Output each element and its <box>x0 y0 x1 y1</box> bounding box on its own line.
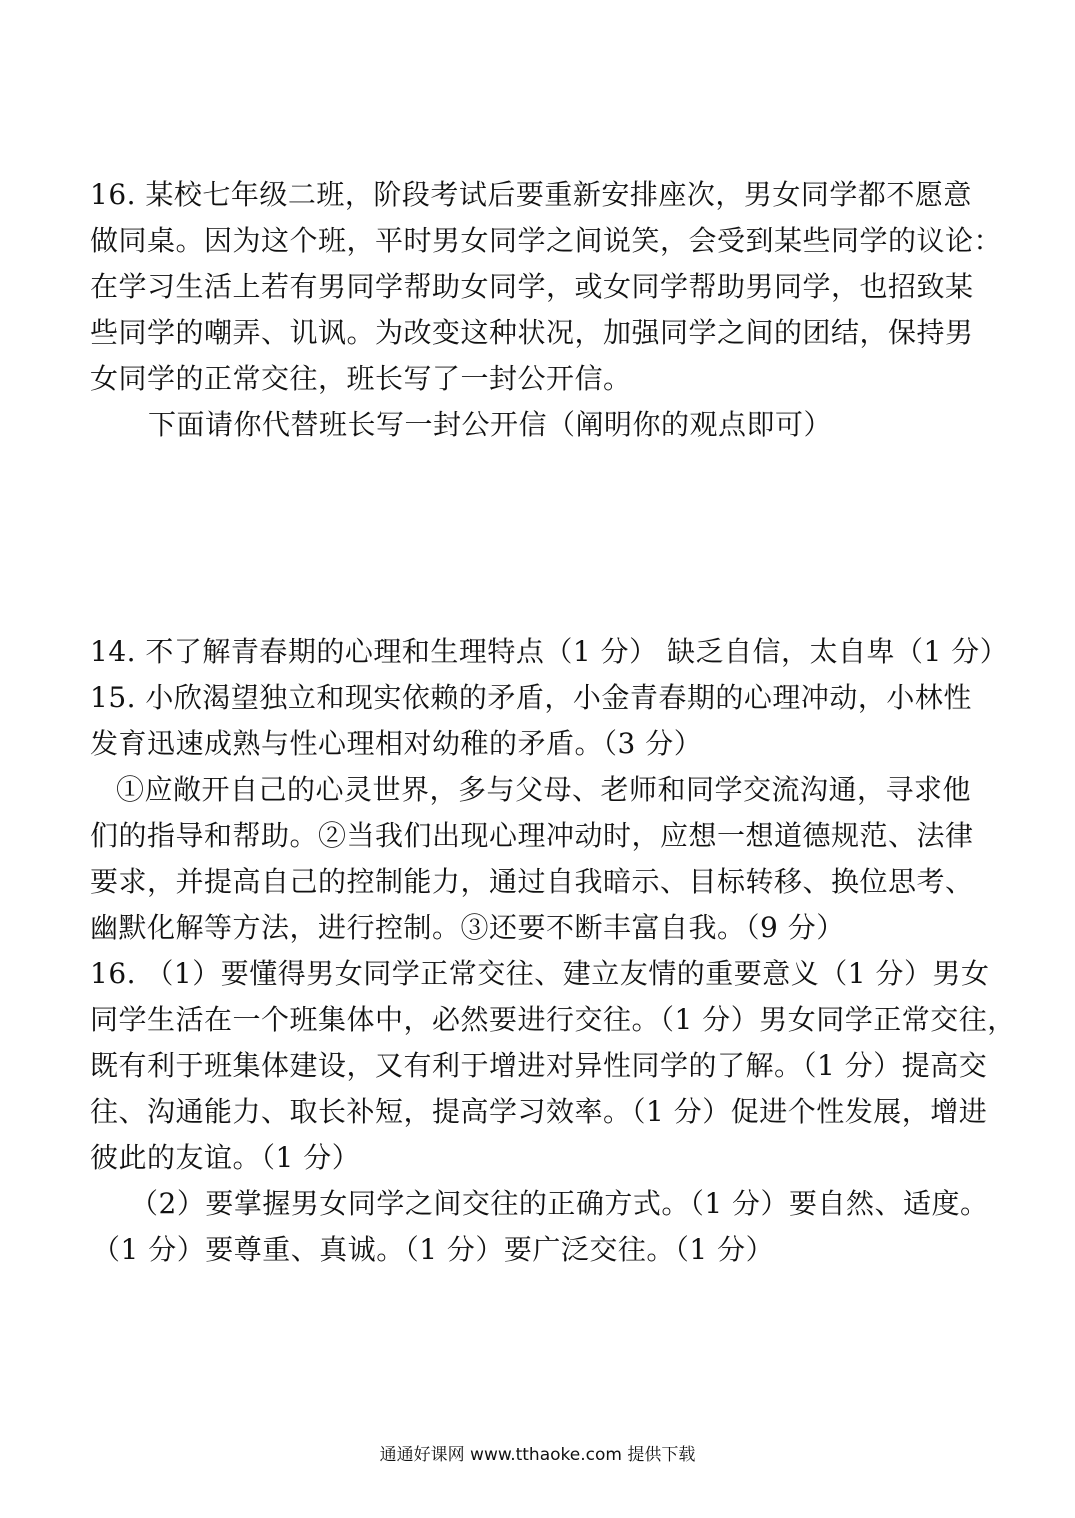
answer-line: 既有利于班集体建设，又有利于增进对异性同学的了解。（1 分）提高交 <box>90 1049 988 1082</box>
question-line: 女同学的正常交往，班长写了一封公开信。 <box>90 362 632 395</box>
answer-line: ①应敞开自己的心灵世界，多与父母、老师和同学交流沟通，寻求他 <box>116 773 972 806</box>
question-instruction: 下面请你代替班长写一封公开信（阐明你的观点即可） <box>148 408 833 441</box>
answer-line: 要求，并提高自己的控制能力，通过自我暗示、目标转移、换位思考、 <box>90 865 974 898</box>
answer-line: 们的指导和帮助。②当我们出现心理冲动时，应想一想道德规范、法律 <box>90 819 974 852</box>
question-line: 16. 某校七年级二班，阶段考试后要重新安排座次，男女同学都不愿意 <box>90 178 972 211</box>
question-line: 做同桌。因为这个班，平时男女同学之间说笑，会受到某些同学的议论： <box>90 224 1003 257</box>
question-line: 些同学的嘲弄、讥讽。为改变这种状况，加强同学之间的团结，保持男 <box>90 316 974 349</box>
answer-line: 彼此的友谊。（1 分） <box>90 1141 361 1174</box>
page-footer: 通通好课网 www.tthaoke.com 提供下载 <box>379 1445 696 1465</box>
answer-line: （1 分）要尊重、真诚。（1 分）要广泛交往。（1 分） <box>92 1233 775 1266</box>
answer-line: 往、沟通能力、取长补短，提高学习效率。（1 分）促进个性发展，增进 <box>90 1095 988 1128</box>
answer-line: 16. （1）要懂得男女同学正常交往、建立友情的重要意义（1 分）男女 <box>90 957 990 990</box>
answer-line: 幽默化解等方法，进行控制。③还要不断丰富自我。（9 分） <box>90 911 845 944</box>
answer-line: （2）要掌握男女同学之间交往的正确方式。（1 分）要自然、适度。 <box>130 1187 989 1220</box>
answer-line: 同学生活在一个班集体中，必然要进行交往。（1 分）男女同学正常交往， <box>90 1003 1016 1036</box>
answer-line: 15. 小欣渴望独立和现实依赖的矛盾，小金青春期的心理冲动，小林性 <box>90 681 972 714</box>
answer-line: 14. 不了解青春期的心理和生理特点（1 分） 缺乏自信，太自卑（1 分） <box>90 635 1009 668</box>
question-line: 在学习生活上若有男同学帮助女同学，或女同学帮助男同学，也招致某 <box>90 270 974 303</box>
answer-line: 发育迅速成熟与性心理相对幼稚的矛盾。（3 分） <box>90 727 703 760</box>
